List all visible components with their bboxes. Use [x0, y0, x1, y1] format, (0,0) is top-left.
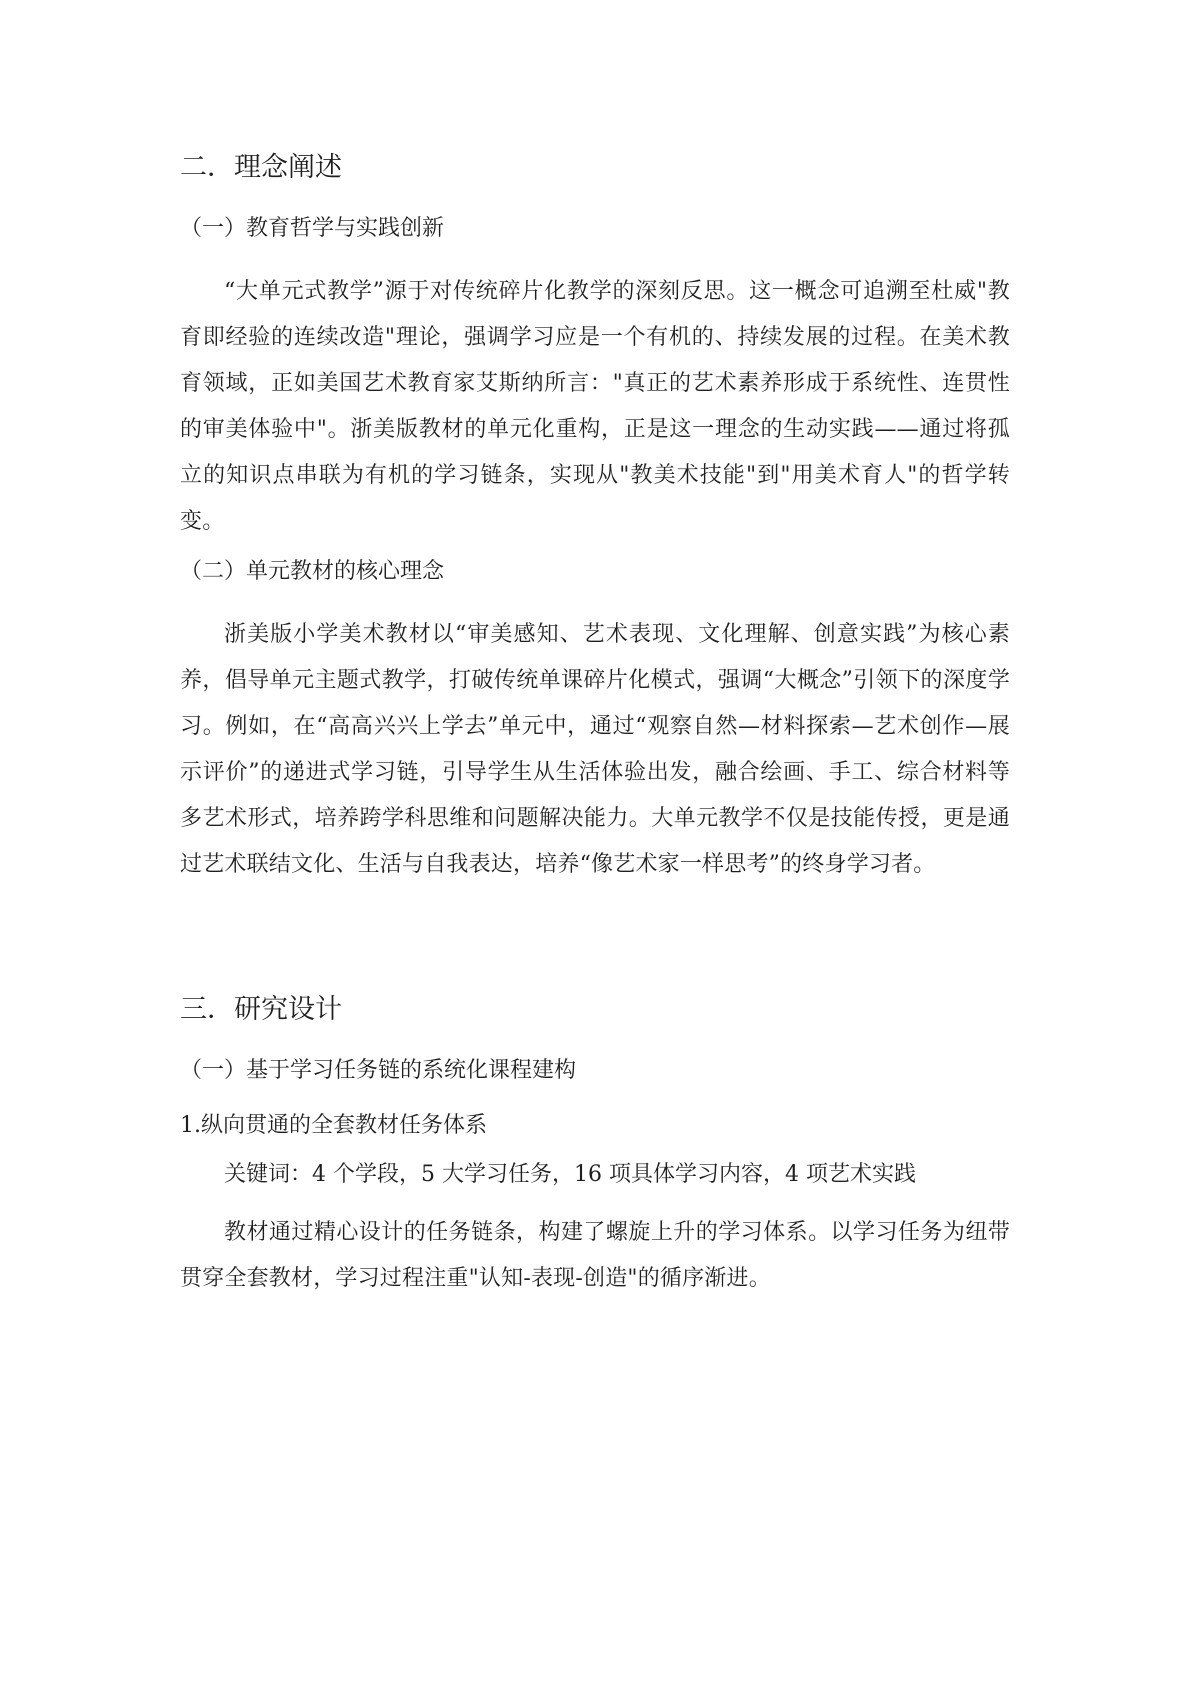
keywords-line: 关键词：4 个学段，5 大学习任务，16 项具体学习内容，4 项艺术实践 [224, 1162, 916, 1188]
subsection-heading-core-ideas: （二）单元教材的核心理念 [180, 559, 445, 585]
section-spacer [180, 900, 1010, 992]
subsection-heading-task-chain: （一）基于学习任务链的系统化课程建构 [180, 1058, 577, 1084]
subsection-heading-philosophy: （一）教育哲学与实践创新 [180, 216, 445, 242]
document-content [180, 150, 1010, 1314]
item-heading-task-system: 1.纵向贯通的全套教材任务体系 [180, 1113, 487, 1139]
paragraph-philosophy: “大单元式教学”源于对传统碎片化教学的深刻反思。这一概念可追溯至杜威"教育即经验的连续改造"理论，强调学习应是一个有机的、持续发展的过程。在美术教育领域，正如美国艺术教育家艾斯纳所言："真正的艺术素养形成于系统性、连贯性的审美体验中"。浙美版教材的单元化重构，正是这一理念的生动实践——通过将孤立的知识点串联为有机的学习链条，实现从"教美术技能"到"用美术育人"的哲学转变。 [180, 279, 1010, 535]
paragraph-task-system: 教材通过精心设计的任务链条，构建了螺旋上升的学习体系。以学习任务为纽带贯穿全套教材，学习过程注重"认知-表现-创造"的循序渐进。 [180, 1220, 1010, 1292]
section-heading-concepts: 二．理念阐述 [180, 152, 342, 183]
paragraph-core-ideas: 浙美版小学美术教材以“审美感知、艺术表现、文化理解、创意实践”为核心素养，倡导单元主题式教学，打破传统单课碎片化模式，强调“大概念”引领下的深度学习。例如，在“高高兴兴上学去”单元中，通过“观察自然—材料探索—艺术创作—展示评价”的递进式学习链，引导学生从生活体验出发，融合绘画、手工、综合材料等多艺术形式，培养跨学科思维和问题解决能力。大单元教学不仅是技能传授，更是通过艺术联结文化、生活与自我表达，培养“像艺术家一样思考”的终身学习者。 [180, 622, 1010, 878]
section-heading-research-design: 三．研究设计 [180, 994, 342, 1026]
